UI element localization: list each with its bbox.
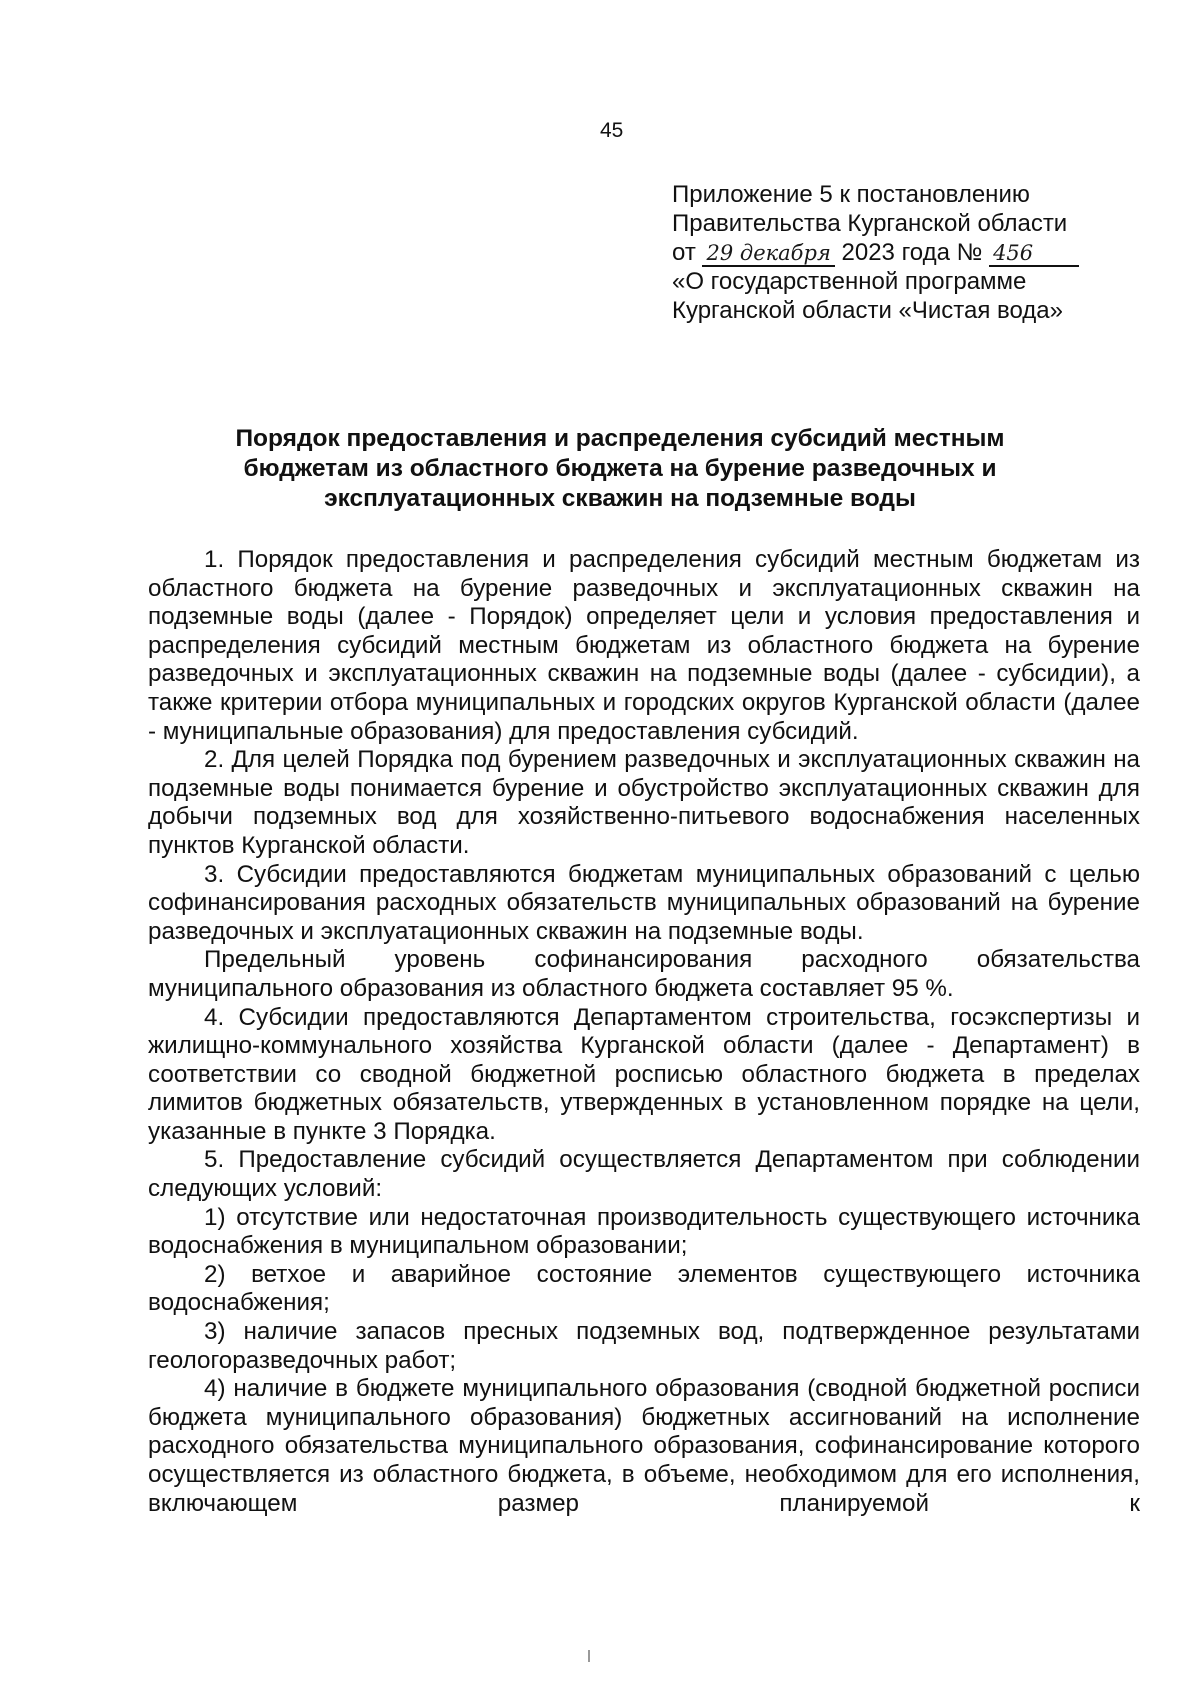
condition-2: 2) ветхое и аварийное состояние элементов существующего источника водоснабжения; (148, 1260, 1140, 1317)
title-line-1: Порядок предоставления и распределения субсидий местным (235, 425, 1005, 452)
document-body (148, 546, 1140, 1518)
paragraph-4: 4. Субсидии предоставляются Департаментом строительства, госэкспертизы и жилищно-коммунального хозяйства Курганской области (далее - Департамент) в соответствии со сводной бюджетной росписью областного бюджета в пределах лимитов бюджетных обязательств, утвержденных в установленном порядке на цели, указанные в пункте 3 Порядка. (148, 1003, 1140, 1145)
condition-1: 1) отсутствие или недостаточная производительность существующего источника водоснабжения в муниципальном образовании; (148, 1203, 1140, 1260)
appendix-line-2: Правительства Курганской области (672, 210, 1068, 237)
scan-speck (588, 1650, 590, 1662)
title-line-2: бюджетам из областного бюджета на бурение разведочных и (243, 455, 997, 482)
appendix-year-number-label: 2023 года № (841, 239, 983, 266)
paragraph-5: 5. Предоставление субсидий осуществляется Департаментом при соблюдении следующих условий: (148, 1146, 1140, 1203)
title-line-3: эксплуатационных скважин на подземные воды (324, 485, 916, 512)
appendix-line-3 (672, 238, 1102, 267)
appendix-header (672, 180, 1102, 325)
page-number: 45 (600, 119, 624, 142)
paragraph-2: 2. Для целей Порядка под бурением разведочных и эксплуатационных скважин на подземные воды понимается бурение и обустройство эксплуатационных скважин для добычи подземных вод для хозяйственно-питьевого водоснабжения населенных пунктов Курганской области. (148, 746, 1140, 859)
appendix-line-1: Приложение 5 к постановлению (672, 181, 1030, 208)
condition-3: 3) наличие запасов пресных подземных вод, подтвержденное результатами геологоразведочных работ; (148, 1318, 1140, 1374)
condition-4: 4) наличие в бюджете муниципального образования (сводной бюджетной росписи бюджета муниципального образования) бюджетных ассигнований на исполнение расходного обязательства муниципального образования, софинансирование которого осуществляется из областного бюджета, в объеме, необходимом для его исполнения, включающем размер планируемой к (148, 1375, 1140, 1517)
appendix-from: от (672, 239, 696, 266)
appendix-line-4: «О государственной программе (672, 268, 1027, 295)
paragraph-3: 3. Субсидии предоставляются бюджетам муниципальных образований с целью софинансирования расходных обязательств муниципальных образований на бурение разведочных и эксплуатационных скважин на подземные воды. (148, 860, 1140, 945)
handwritten-number: 456 (989, 241, 1079, 267)
paragraph-3-cofinancing-limit: Предельный уровень софинансирования расходного обязательства муниципального образования из областного бюджета составляет 95 %. (148, 946, 1140, 1002)
document-title (150, 424, 1090, 514)
paragraph-1: 1. Порядок предоставления и распределения субсидий местным бюджетам из областного бюджета на бурение разведочных и эксплуатационных скважин на подземные воды (далее - Порядок) определяет цели и условия предоставления и распределения субсидий местным бюджетам из областного бюджета на бурение разведочных и эксплуатационных скважин на подземные воды (далее - субсидии), а также критерии отбора муниципальных и городских округов Курганской области (далее - муниципальные образования) для предоставления субсидий. (148, 546, 1140, 745)
appendix-line-5: Курганской области «Чистая вода» (672, 297, 1063, 324)
handwritten-date: 29 декабря (702, 241, 834, 267)
